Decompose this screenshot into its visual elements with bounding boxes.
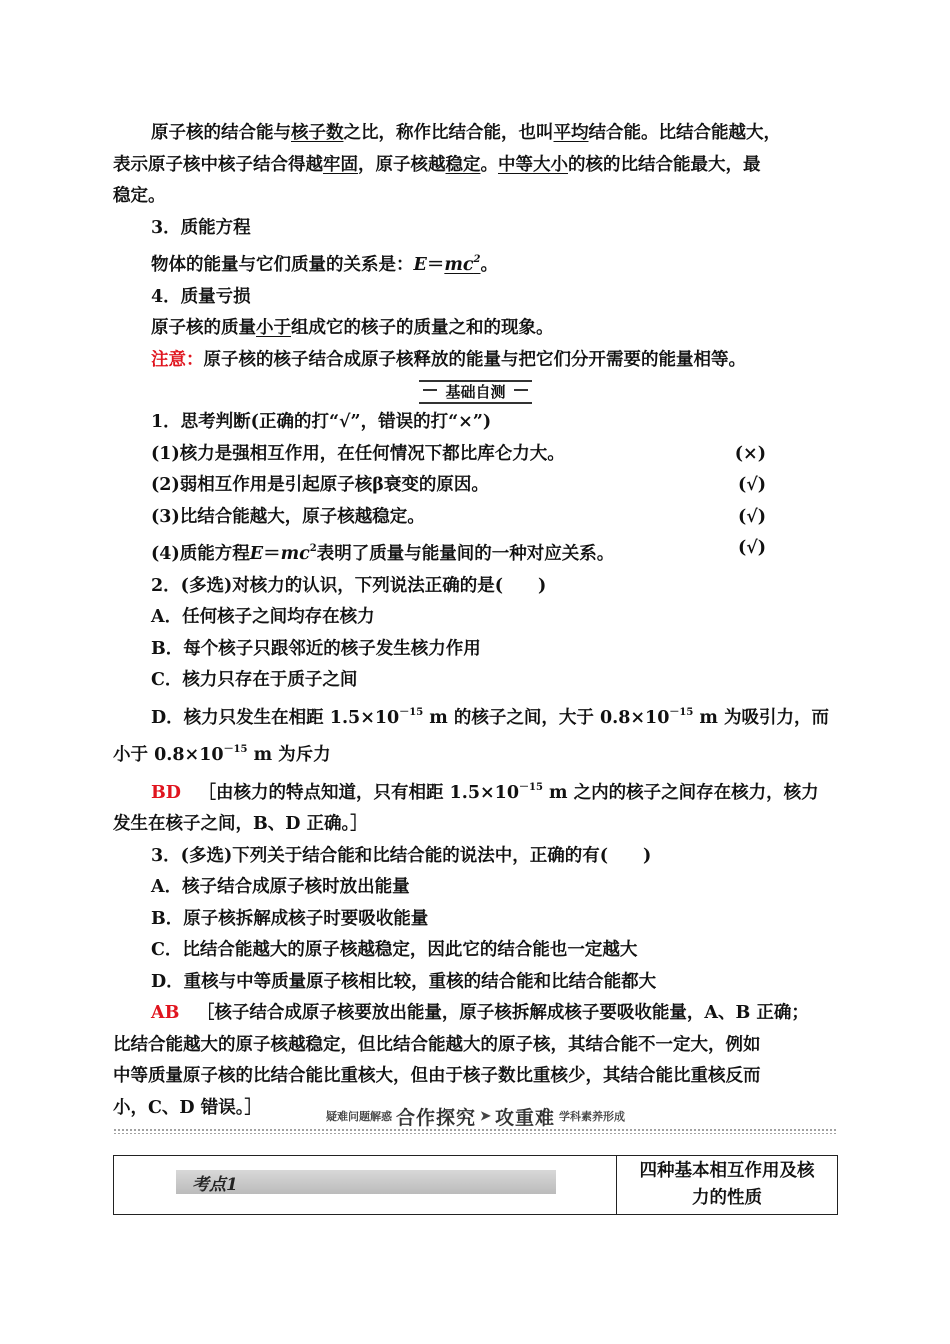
question-2-title: 2．(多选)对核力的认识，下列说法正确的是( ) <box>151 575 547 596</box>
answer-label: AB <box>151 1003 180 1023</box>
blank-nucleon-number: 核子数 <box>291 123 344 143</box>
question-3-title: 3．(多选)下列关于结合能和比结合能的说法中，正确的有( ) <box>151 845 652 866</box>
option-b: B．原子核拆解成核子时要吸收能量 <box>151 908 429 929</box>
answer-label: BD <box>151 782 181 803</box>
section-header: 疑难问题解惑 合作探究 ➤ 攻重难 学科素养形成 <box>326 1106 625 1129</box>
blank-firm: 牢固 <box>323 154 358 175</box>
arrow-icon: ➤ <box>480 1108 491 1124</box>
option-b: B．每个核子只跟邻近的核子发生核力作用 <box>151 638 481 659</box>
judge-item: (1)核力是强相互作用，在任何情况下都比库仑力大。 (×) <box>113 439 838 471</box>
note-label: 注意： <box>151 349 204 370</box>
kaodian-tag: 考点1 <box>176 1170 556 1194</box>
option-d: D．核力只发生在相距 $1.5\times 10^{-15}$ m 的核子之间，大于 $0.8\times 10^{-15}$ m 为吸引力，而 <box>151 706 830 728</box>
mass-defect-text: 原子核的质量小于组成它的核子的质量之和的现象。 <box>151 318 554 338</box>
judge-item: (3)比结合能越大，原子核越稳定。 (√) <box>113 502 838 534</box>
heading-mass-energy-equation: 3．质能方程 <box>151 217 251 238</box>
section-banner: 基础自测 <box>113 376 838 407</box>
blank-average: 平均 <box>553 123 589 143</box>
judge-mark: (×) <box>734 443 766 464</box>
option-d: D．重核与中等质量原子核相比较，重核的结合能和比结合能都大 <box>151 971 657 992</box>
judge-mark: (√) <box>737 506 766 527</box>
blank-stable: 稳定 <box>445 154 481 175</box>
kaodian-box <box>113 1155 838 1215</box>
option-c: C．核力只存在于质子之间 <box>151 670 358 690</box>
heading-mass-defect: 4．质量亏损 <box>151 286 251 307</box>
document-body: 原子核的结合能与核子数之比，称作比结合能，也叫平均结合能。比结合能越大， 表示原子核中核子结合得越牢固，原子核越稳定。中等大小的核的比结合能最大，最 稳定。 3．质能方程 物体的能量与它们质量的关系是：$E=mc^2$。 4．质量亏损 原子核的质量小于组成它的核子的质量之和的现象。 注意：原子核的核子结合成原子核释放的能量与把它们分开需要的能量相等。 基础自测 1．思考判断(正确的打“√”，错误的打“×”) (1)核力是强相互作用，在任何情况下都比库仑力大。 (×) (2)弱相互作用是引起原子核β衰变的原因。 (√) (3)比结合能越大，原子核越稳定。 (√) (4)质能方程$E=mc^2$表明了质量与能量间的一种对应关系。 (√) 2．(多选)对核力的认识，下列说法正确的是( ) A．任何核子之间均存在核力 B．每个核子只跟邻近的核子发生核力作用 C．核力只存在于质子之间 D．核力只发生在相距 $1.5\times 10^{-15}$ m 的核子之间，大于 $0.8\times 10^{-15}$ m 为吸引力，而 小于 $0.8\times 10^{-15}$ m 为斥力 BD ［由核力的特点知道，只有相距 $1.5\times 10^{-15}$ m 之内的核子之间存在核力，核力 发生在核子之间，B、D 正确。］ 3．(多选)下列关于结合能和比结合能的说法中，正确的有( ) A．核子结合成原子核时放出能量 B．原子核拆解成核子时要吸收能量 C．比结合能越大的原子核越稳定，因此它的结合能也一定越大 D．重核与中等质量原子核相比较，重核的结合能和比结合能都大 AB ［核子结合成原子核要放出能量，原子核拆解成核子要吸收能量，A、B 正确； 比结合能越大的原子核越稳定，但比结合能越大的原子核，其结合能不一定大，例如 中等质量原子核的比结合能比重核大，但由于核子数比重核少，其结合能比重核反而 小，C、D 错误。］ <box>113 118 838 1124</box>
judge-mark: (√) <box>737 475 766 495</box>
blank-less-than: 小于 <box>256 318 291 338</box>
dotted-divider <box>113 1128 838 1134</box>
answer-explanation: BD ［由核力的特点知道，只有相距 $1.5\times 10^{-15}$ m 之内的核子之间存在核力，核力 <box>151 781 819 803</box>
answer-explanation: AB ［核子结合成原子核要放出能量，原子核拆解成核子要吸收能量，A、B 正确； <box>151 1003 809 1023</box>
judge-mark: (√) <box>737 538 766 558</box>
judge-item: (2)弱相互作用是引起原子核β衰变的原因。 (√) <box>113 470 838 502</box>
kaodian-title: 四种基本相互作用及核 力的性质 <box>639 1161 815 1208</box>
judge-item: (4)质能方程$E=mc^2$表明了质量与能量间的一种对应关系。 (√) <box>113 533 838 571</box>
blank-mc2: $mc^2$ <box>444 254 481 275</box>
option-a: A．任何核子之间均存在核力 <box>151 607 375 627</box>
question-1-title: 1．思考判断(正确的打“√”，错误的打“×”) <box>151 412 492 432</box>
note: 注意：原子核的核子结合成原子核释放的能量与把它们分开需要的能量相等。 <box>151 349 746 370</box>
option-a: A．核子结合成原子核时放出能量 <box>151 877 410 897</box>
blank-medium-size: 中等大小 <box>498 154 568 175</box>
paragraph-binding-energy: 原子核的结合能与核子数之比，称作比结合能，也叫平均结合能。比结合能越大， <box>151 123 781 143</box>
mass-energy-text: 物体的能量与它们质量的关系是：$E=mc^2$。 <box>151 254 498 275</box>
option-c: C．比结合能越大的原子核越稳定，因此它的结合能也一定越大 <box>151 940 638 960</box>
